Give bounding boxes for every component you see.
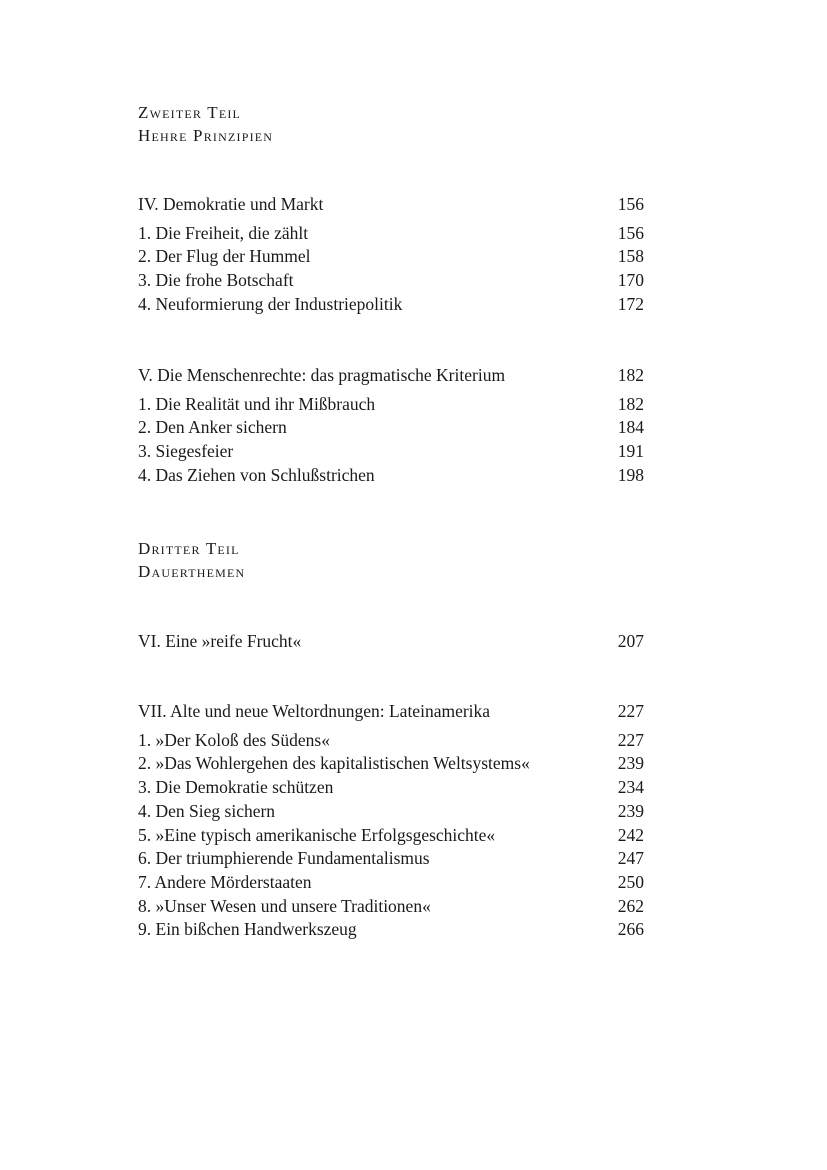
section-title: 3. Siegesfeier [138, 441, 234, 462]
chapter-block [138, 630, 644, 659]
section-entry [138, 824, 644, 848]
section-title: 2. »Das Wohlergehen des kapitalistischen Weltsystems« [138, 753, 530, 774]
chapter-heading [138, 630, 644, 654]
section-entry [138, 871, 644, 895]
section-entry [138, 847, 644, 871]
section-entry [138, 440, 644, 464]
chapter-heading [138, 700, 644, 724]
chapter-page: 182 [617, 365, 644, 385]
section-page: 172 [617, 293, 644, 314]
section-title: 4. Das Ziehen von Schlußstrichen [138, 464, 375, 485]
section-title: 1. Die Freiheit, die zählt [138, 222, 309, 243]
section-entry [138, 752, 644, 776]
section-entry [138, 776, 644, 800]
part-title: Hehre Prinzipien [138, 126, 274, 145]
section-title: 8. »Unser Wesen und unsere Traditionen« [138, 895, 431, 916]
chapter-block [138, 364, 644, 488]
chapter-title: VII. Alte und neue Weltordnungen: Lateinamerika [138, 701, 491, 721]
chapter-title: VI. Eine »reife Frucht« [138, 631, 302, 651]
section-title: 1. »Der Koloß des Südens« [138, 729, 330, 750]
chapter-block [138, 193, 644, 317]
part-heading [138, 101, 273, 147]
section-title: 1. Die Realität und ihr Mißbrauch [138, 393, 376, 414]
section-page: 198 [617, 464, 644, 485]
section-page: 266 [617, 919, 644, 940]
section-page: 247 [617, 848, 644, 869]
section-title: 3. Die frohe Botschaft [138, 270, 294, 291]
section-page: 182 [617, 393, 644, 414]
section-page: 239 [617, 800, 644, 821]
chapter-block [138, 700, 644, 942]
section-entry [138, 222, 644, 246]
part-label: Zweiter Teil [138, 103, 242, 122]
section-page: 191 [617, 441, 644, 462]
part-heading [138, 537, 245, 583]
part-label: Dritter Teil [138, 539, 240, 558]
section-entry [138, 416, 644, 440]
section-page: 184 [617, 417, 644, 438]
section-page: 262 [617, 895, 644, 916]
section-entry [138, 393, 644, 417]
section-title: 3. Die Demokratie schützen [138, 777, 334, 798]
section-page: 239 [617, 753, 644, 774]
section-page: 242 [617, 824, 644, 845]
section-entry [138, 293, 644, 317]
chapter-title: V. Die Menschenrechte: das pragmatische Kriterium [138, 365, 506, 385]
section-title: 4. Den Sieg sichern [138, 800, 276, 821]
section-entry [138, 895, 644, 919]
section-entry [138, 729, 644, 753]
section-page: 234 [617, 777, 644, 798]
part-title: Dauerthemen [138, 562, 246, 581]
chapter-page: 156 [617, 194, 644, 214]
section-entry [138, 464, 644, 488]
section-entry [138, 269, 644, 293]
section-page: 250 [617, 871, 644, 892]
section-title: 9. Ein bißchen Handwerkszeug [138, 919, 357, 940]
chapter-heading [138, 364, 644, 388]
section-entry [138, 918, 644, 942]
section-page: 158 [617, 246, 644, 267]
section-page: 170 [617, 270, 644, 291]
chapter-title: IV. Demokratie und Markt [138, 194, 324, 214]
chapter-heading [138, 193, 644, 217]
section-title: 7. Andere Mörderstaaten [138, 871, 312, 892]
section-title: 2. Den Anker sichern [138, 417, 287, 438]
section-page: 156 [617, 222, 644, 243]
section-title: 6. Der triumphierende Fundamentalismus [138, 848, 430, 869]
section-title: 4. Neuformierung der Industriepolitik [138, 293, 403, 314]
section-title: 2. Der Flug der Hummel [138, 246, 311, 267]
section-entry [138, 245, 644, 269]
section-page: 227 [617, 729, 644, 750]
chapter-page: 227 [617, 701, 644, 721]
chapter-page: 207 [617, 631, 644, 651]
section-entry [138, 800, 644, 824]
section-title: 5. »Eine typisch amerikanische Erfolgsgeschichte« [138, 824, 496, 845]
